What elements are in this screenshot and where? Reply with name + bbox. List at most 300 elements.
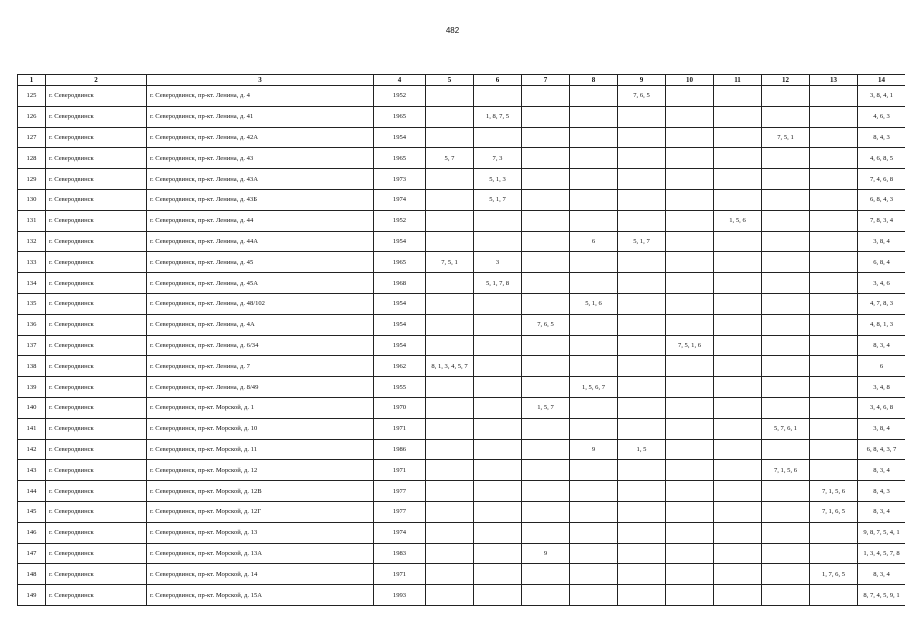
table-cell: г. Северодвинск, пр-кт. Ленина, д. 43Б: [147, 189, 374, 210]
table-cell: 7, 4, 6, 8: [858, 169, 905, 190]
table-cell: [666, 564, 714, 585]
table-cell: [810, 252, 858, 273]
table-cell: г. Северодвинск, пр-кт. Ленина, д. 42А: [147, 127, 374, 148]
table-cell: 144: [18, 481, 46, 502]
table-cell: [474, 397, 522, 418]
table-cell: [426, 106, 474, 127]
table-cell: 4, 8, 1, 3: [858, 314, 905, 335]
table-cell: 133: [18, 252, 46, 273]
table-cell: 1952: [374, 86, 426, 107]
table-cell: [474, 377, 522, 398]
table-cell: 1, 8, 7, 5: [474, 106, 522, 127]
table-cell: [762, 585, 810, 606]
table-cell: [762, 501, 810, 522]
table-cell: [762, 314, 810, 335]
table-cell: 147: [18, 543, 46, 564]
table-cell: [714, 543, 762, 564]
table-cell: 9: [522, 543, 570, 564]
table-cell: [618, 397, 666, 418]
column-header: 8: [570, 75, 618, 86]
table-cell: [522, 356, 570, 377]
table-cell: 1971: [374, 418, 426, 439]
table-cell: 7, 5, 1: [762, 127, 810, 148]
table-cell: [810, 522, 858, 543]
table-cell: 3, 4, 6: [858, 273, 905, 294]
table-cell: [474, 356, 522, 377]
table-cell: 138: [18, 356, 46, 377]
table-cell: г. Северодвинск, пр-кт. Ленина, д. 41: [147, 106, 374, 127]
table-cell: [522, 189, 570, 210]
table-cell: [618, 501, 666, 522]
table-cell: 5, 1, 7: [618, 231, 666, 252]
table-cell: [618, 314, 666, 335]
table-cell: [618, 127, 666, 148]
table-cell: [666, 252, 714, 273]
table-cell: [666, 543, 714, 564]
table-cell: 1970: [374, 397, 426, 418]
table-cell: [666, 231, 714, 252]
table-cell: [810, 293, 858, 314]
table-cell: [618, 273, 666, 294]
table-row: [18, 86, 905, 107]
table-cell: [762, 335, 810, 356]
table-cell: [714, 335, 762, 356]
table-cell: 1986: [374, 439, 426, 460]
table-cell: [810, 148, 858, 169]
table-cell: [522, 169, 570, 190]
table-cell: [666, 481, 714, 502]
table-row: [18, 252, 905, 273]
table-cell: [474, 210, 522, 231]
table-cell: [618, 418, 666, 439]
table-row: [18, 543, 905, 564]
table-row: [18, 293, 905, 314]
table-cell: [522, 127, 570, 148]
table-cell: [474, 564, 522, 585]
table-cell: г. Северодвинск: [46, 460, 147, 481]
table-cell: [714, 86, 762, 107]
table-cell: [426, 293, 474, 314]
table-cell: 4, 6, 8, 5: [858, 148, 905, 169]
table-cell: 125: [18, 86, 46, 107]
table-cell: [426, 314, 474, 335]
table-cell: [810, 397, 858, 418]
table-cell: 5, 1, 3: [474, 169, 522, 190]
table-cell: [522, 86, 570, 107]
table-cell: 1, 5, 6: [714, 210, 762, 231]
table-cell: г. Северодвинск, пр-кт. Морской, д. 13: [147, 522, 374, 543]
table-cell: г. Северодвинск: [46, 522, 147, 543]
table-cell: [666, 418, 714, 439]
table-cell: г. Северодвинск, пр-кт. Ленина, д. 6/34: [147, 335, 374, 356]
table-cell: [570, 564, 618, 585]
table-cell: [714, 564, 762, 585]
table-cell: [426, 377, 474, 398]
table-cell: [762, 293, 810, 314]
table-cell: [426, 335, 474, 356]
table-row: [18, 169, 905, 190]
table-cell: 128: [18, 148, 46, 169]
table-cell: [810, 106, 858, 127]
table-cell: 8, 3, 4: [858, 460, 905, 481]
table-cell: [666, 460, 714, 481]
table-cell: [810, 127, 858, 148]
table-cell: [522, 564, 570, 585]
table-cell: [810, 418, 858, 439]
table-cell: [714, 231, 762, 252]
table-cell: г. Северодвинск: [46, 231, 147, 252]
table-cell: [618, 585, 666, 606]
table-cell: 137: [18, 335, 46, 356]
table-cell: [426, 210, 474, 231]
table-cell: [426, 481, 474, 502]
table-cell: г. Северодвинск, пр-кт. Ленина, д. 48/102: [147, 293, 374, 314]
table-cell: г. Северодвинск: [46, 148, 147, 169]
table-cell: 134: [18, 273, 46, 294]
table-cell: [618, 189, 666, 210]
table-cell: [474, 543, 522, 564]
table-cell: 1965: [374, 252, 426, 273]
table-cell: [618, 377, 666, 398]
table-cell: [762, 356, 810, 377]
table-cell: 1993: [374, 585, 426, 606]
table-cell: [426, 564, 474, 585]
table-cell: 5, 1, 7: [474, 189, 522, 210]
table-cell: [618, 522, 666, 543]
table-cell: [570, 460, 618, 481]
table-cell: 1, 7, 6, 5: [810, 564, 858, 585]
table-cell: [810, 189, 858, 210]
table-cell: [570, 252, 618, 273]
table-cell: 148: [18, 564, 46, 585]
table-cell: 7, 8, 3, 4: [858, 210, 905, 231]
table-row: [18, 481, 905, 502]
table-cell: [474, 439, 522, 460]
table-cell: г. Северодвинск: [46, 127, 147, 148]
table-cell: 1971: [374, 460, 426, 481]
column-header: 14: [858, 75, 905, 86]
table-row: [18, 377, 905, 398]
table-cell: 9: [570, 439, 618, 460]
table-cell: [810, 169, 858, 190]
table-cell: [426, 397, 474, 418]
table-cell: [810, 460, 858, 481]
table-cell: [666, 86, 714, 107]
table-cell: г. Северодвинск: [46, 314, 147, 335]
table-cell: [762, 397, 810, 418]
table-cell: [570, 148, 618, 169]
table-cell: г. Северодвинск: [46, 543, 147, 564]
table-cell: [762, 106, 810, 127]
table-cell: 3, 8, 4: [858, 418, 905, 439]
table-cell: [426, 169, 474, 190]
table-cell: [762, 86, 810, 107]
table-cell: [570, 106, 618, 127]
table-cell: [522, 335, 570, 356]
table-cell: 1954: [374, 127, 426, 148]
table-cell: [810, 210, 858, 231]
table-cell: 8, 3, 4: [858, 335, 905, 356]
table-cell: [474, 314, 522, 335]
table-cell: [618, 543, 666, 564]
table-cell: [570, 522, 618, 543]
table-row: [18, 210, 905, 231]
table-cell: г. Северодвинск: [46, 293, 147, 314]
table-cell: г. Северодвинск, пр-кт. Ленина, д. 4А: [147, 314, 374, 335]
table-cell: [666, 356, 714, 377]
table-cell: 4, 7, 8, 3: [858, 293, 905, 314]
table-cell: 1954: [374, 335, 426, 356]
column-header: 12: [762, 75, 810, 86]
table-cell: г. Северодвинск, пр-кт. Морской, д. 1: [147, 397, 374, 418]
table-cell: 8, 7, 4, 5, 9, 1: [858, 585, 905, 606]
table-cell: г. Северодвинск, пр-кт. Морской, д. 11: [147, 439, 374, 460]
table-cell: 3, 8, 4: [858, 231, 905, 252]
table-row: [18, 231, 905, 252]
table-cell: г. Северодвинск: [46, 169, 147, 190]
table-cell: 1974: [374, 189, 426, 210]
table-cell: 7, 3: [474, 148, 522, 169]
table-cell: [426, 501, 474, 522]
table-cell: [522, 418, 570, 439]
column-header: 4: [374, 75, 426, 86]
table-cell: 6: [570, 231, 618, 252]
table-body: [18, 86, 905, 606]
table-cell: [426, 418, 474, 439]
table-cell: 3: [474, 252, 522, 273]
table-cell: [714, 273, 762, 294]
table-cell: [714, 169, 762, 190]
table-cell: 3, 4, 8: [858, 377, 905, 398]
table-cell: г. Северодвинск: [46, 273, 147, 294]
table-cell: [474, 293, 522, 314]
table-cell: [474, 335, 522, 356]
table-cell: [474, 481, 522, 502]
table-cell: [714, 127, 762, 148]
table-cell: [666, 397, 714, 418]
table-cell: [426, 273, 474, 294]
table-cell: [810, 86, 858, 107]
table-cell: [666, 127, 714, 148]
table-cell: 5, 7: [426, 148, 474, 169]
table-row: [18, 189, 905, 210]
table-cell: г. Северодвинск, пр-кт. Морской, д. 14: [147, 564, 374, 585]
table-cell: [570, 86, 618, 107]
table-cell: [618, 481, 666, 502]
table-cell: 7, 1, 5, 6: [762, 460, 810, 481]
table-cell: [714, 148, 762, 169]
table-cell: [762, 564, 810, 585]
table-cell: [714, 585, 762, 606]
table-cell: г. Северодвинск, пр-кт. Ленина, д. 43: [147, 148, 374, 169]
table-cell: [570, 481, 618, 502]
table-cell: [426, 460, 474, 481]
table-cell: 1954: [374, 293, 426, 314]
table-cell: 9, 8, 7, 5, 4, 1: [858, 522, 905, 543]
table-cell: [522, 106, 570, 127]
table-cell: г. Северодвинск: [46, 210, 147, 231]
table-cell: г. Северодвинск, пр-кт. Морской, д. 12Г: [147, 501, 374, 522]
table-cell: [522, 522, 570, 543]
table-cell: [666, 585, 714, 606]
table-cell: [426, 127, 474, 148]
column-header: 2: [46, 75, 147, 86]
table-cell: [714, 293, 762, 314]
table-cell: [762, 189, 810, 210]
table-cell: 135: [18, 293, 46, 314]
table-cell: [426, 231, 474, 252]
table-cell: [714, 481, 762, 502]
table-cell: 132: [18, 231, 46, 252]
table-cell: г. Северодвинск, пр-кт. Ленина, д. 8/49: [147, 377, 374, 398]
table-cell: г. Северодвинск: [46, 564, 147, 585]
table-cell: 136: [18, 314, 46, 335]
table-cell: [570, 314, 618, 335]
table-cell: [762, 210, 810, 231]
table-cell: [714, 106, 762, 127]
table-cell: [666, 210, 714, 231]
table-cell: [570, 127, 618, 148]
table-cell: г. Северодвинск, пр-кт. Морской, д. 13А: [147, 543, 374, 564]
table-cell: [426, 543, 474, 564]
table-cell: 1983: [374, 543, 426, 564]
table-cell: 146: [18, 522, 46, 543]
table-cell: г. Северодвинск, пр-кт. Морской, д. 12: [147, 460, 374, 481]
table-cell: 7, 6, 5: [618, 86, 666, 107]
table-cell: 1971: [374, 564, 426, 585]
table-cell: [522, 231, 570, 252]
table-cell: г. Северодвинск: [46, 106, 147, 127]
table-cell: г. Северодвинск, пр-кт. Ленина, д. 44: [147, 210, 374, 231]
table-cell: 130: [18, 189, 46, 210]
table-cell: [570, 397, 618, 418]
table-cell: [666, 189, 714, 210]
table-cell: [762, 543, 810, 564]
table-cell: 7, 5, 1: [426, 252, 474, 273]
table-cell: 7, 5, 1, 6: [666, 335, 714, 356]
table-cell: [474, 231, 522, 252]
table-cell: 1962: [374, 356, 426, 377]
table-cell: [714, 356, 762, 377]
table-cell: [618, 210, 666, 231]
table-cell: 7, 1, 5, 6: [810, 481, 858, 502]
table-cell: [666, 148, 714, 169]
column-header: 9: [618, 75, 666, 86]
table-row: [18, 335, 905, 356]
table-cell: [618, 293, 666, 314]
table-cell: [666, 522, 714, 543]
table-cell: [618, 335, 666, 356]
table-cell: [762, 481, 810, 502]
table-cell: [618, 564, 666, 585]
table-cell: [474, 460, 522, 481]
table-cell: [810, 335, 858, 356]
table-cell: [762, 148, 810, 169]
table-cell: [570, 501, 618, 522]
table-cell: [714, 189, 762, 210]
table-cell: 8, 3, 4: [858, 501, 905, 522]
table-cell: [762, 169, 810, 190]
table-row: [18, 273, 905, 294]
table-cell: [522, 377, 570, 398]
table-cell: [762, 439, 810, 460]
table-cell: г. Северодвинск: [46, 252, 147, 273]
table-cell: [474, 86, 522, 107]
table-cell: [522, 293, 570, 314]
table-cell: [810, 439, 858, 460]
table-cell: 1, 3, 4, 5, 7, 8: [858, 543, 905, 564]
table-cell: г. Северодвинск, пр-кт. Морской, д. 12В: [147, 481, 374, 502]
table-cell: [762, 252, 810, 273]
table-cell: 5, 1, 7, 8: [474, 273, 522, 294]
table-row: [18, 460, 905, 481]
table-cell: г. Северодвинск: [46, 481, 147, 502]
header-row: [18, 75, 905, 86]
table-cell: [426, 189, 474, 210]
table-cell: [618, 356, 666, 377]
table-cell: г. Северодвинск: [46, 501, 147, 522]
table-cell: г. Северодвинск: [46, 397, 147, 418]
table-cell: 129: [18, 169, 46, 190]
table-cell: 6: [858, 356, 905, 377]
table-cell: [714, 439, 762, 460]
table-cell: 1968: [374, 273, 426, 294]
table-cell: [810, 273, 858, 294]
table-cell: [810, 543, 858, 564]
table-cell: 6, 8, 4: [858, 252, 905, 273]
table-cell: [618, 460, 666, 481]
table-cell: [474, 585, 522, 606]
page-number: 482: [445, 26, 460, 35]
table-row: [18, 522, 905, 543]
table-cell: 1977: [374, 481, 426, 502]
table-cell: г. Северодвинск, пр-кт. Морской, д. 10: [147, 418, 374, 439]
table-cell: [522, 273, 570, 294]
table-cell: 1, 5, 7: [522, 397, 570, 418]
column-header: 6: [474, 75, 522, 86]
table-cell: 4, 6, 3: [858, 106, 905, 127]
table-cell: [570, 335, 618, 356]
table-cell: [426, 86, 474, 107]
table-cell: 142: [18, 439, 46, 460]
table-cell: г. Северодвинск: [46, 86, 147, 107]
table-cell: [570, 210, 618, 231]
column-header: 7: [522, 75, 570, 86]
table-cell: 1, 5, 6, 7: [570, 377, 618, 398]
table-cell: 140: [18, 397, 46, 418]
table-cell: 6, 8, 4, 3, 7: [858, 439, 905, 460]
table-cell: [570, 169, 618, 190]
table-cell: 8, 3, 4: [858, 564, 905, 585]
table-cell: [810, 377, 858, 398]
table-cell: [714, 397, 762, 418]
table-row: [18, 501, 905, 522]
table-cell: [522, 501, 570, 522]
table-cell: 7, 6, 5: [522, 314, 570, 335]
table-cell: [426, 439, 474, 460]
table-cell: 1954: [374, 231, 426, 252]
table-cell: [570, 273, 618, 294]
table-cell: г. Северодвинск, пр-кт. Ленина, д. 45А: [147, 273, 374, 294]
table-cell: [666, 314, 714, 335]
table-cell: [666, 273, 714, 294]
table-cell: г. Северодвинск: [46, 377, 147, 398]
table-cell: [762, 273, 810, 294]
table-cell: 1952: [374, 210, 426, 231]
table-cell: [666, 501, 714, 522]
column-header: 11: [714, 75, 762, 86]
table-cell: 7, 1, 6, 5: [810, 501, 858, 522]
